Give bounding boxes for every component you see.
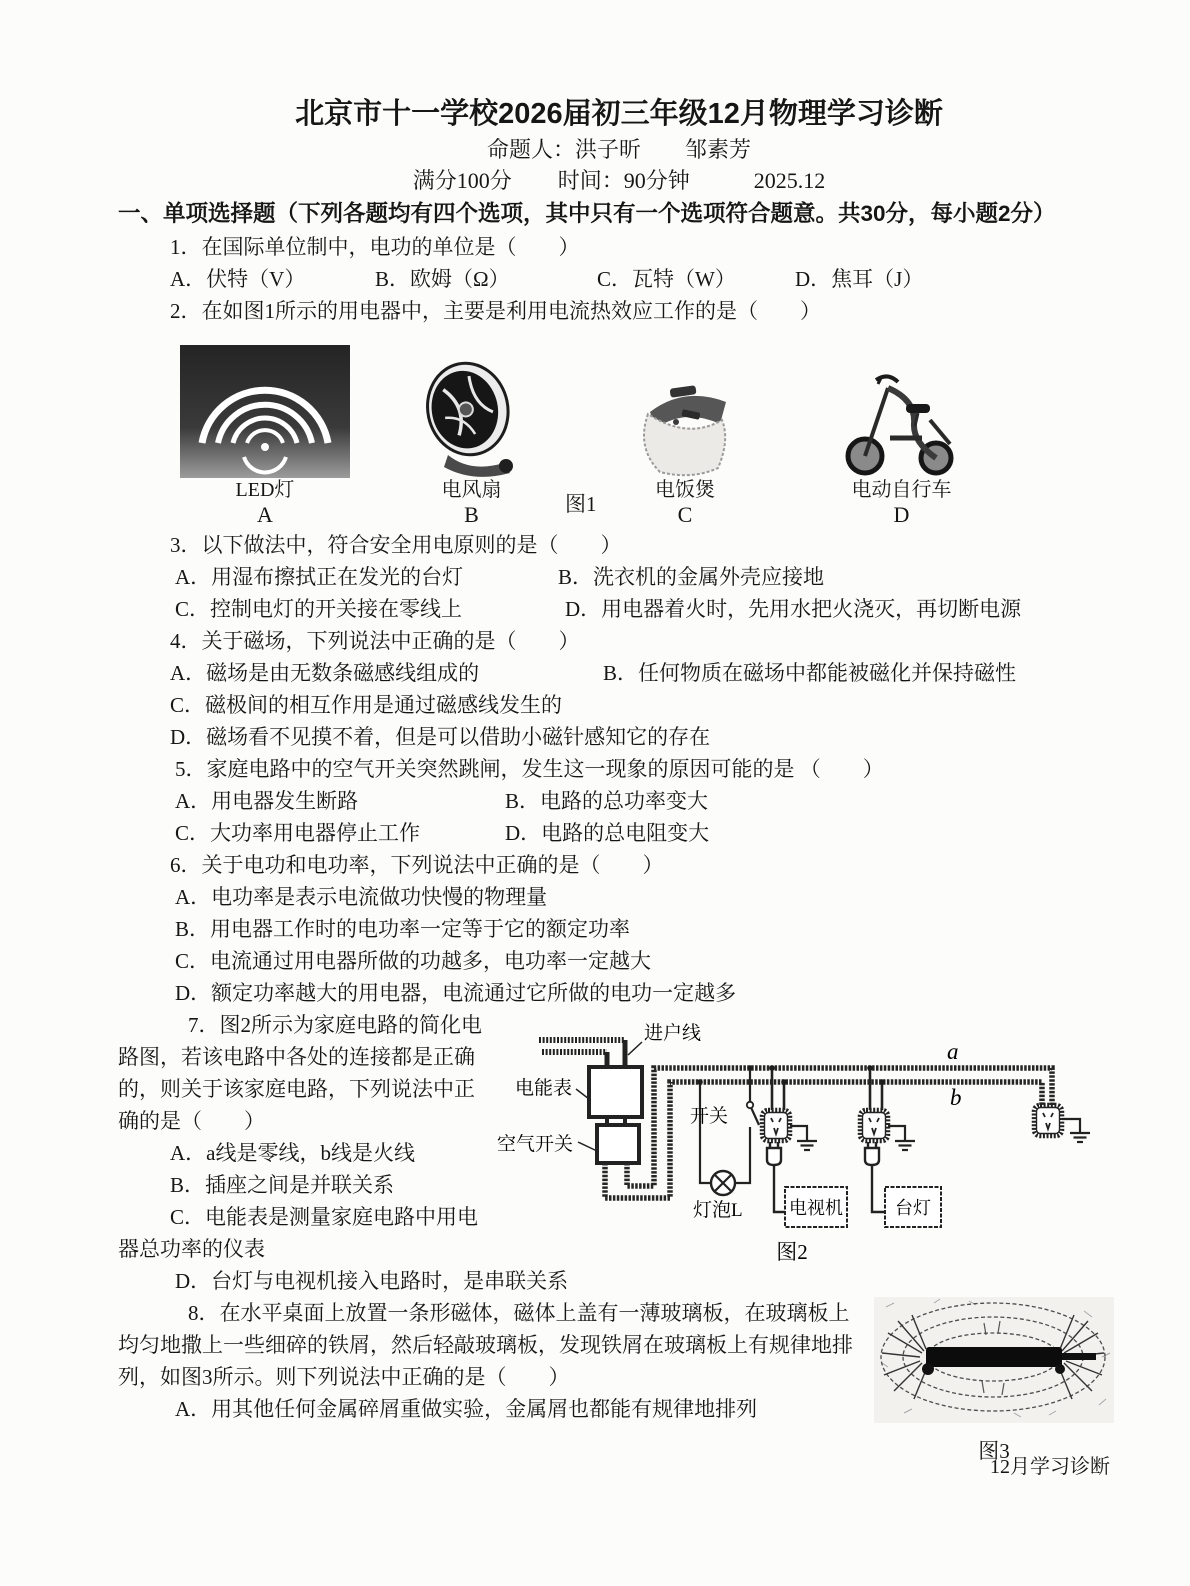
plug-2 — [865, 1142, 879, 1165]
desk-lamp-label: 台灯 — [895, 1198, 931, 1218]
page-title: 北京市十一学校2026届初三年级12月物理学习诊断 — [295, 98, 943, 130]
bus-wires — [605, 1068, 1052, 1198]
q5-option-b: B．电路的总功率变大 — [505, 789, 709, 813]
exam-date: 2025.12 — [753, 168, 826, 193]
q5-stem: 5．家庭电路中的空气开关突然跳闸，发生这一现象的原因可能的是 （ ） — [175, 757, 884, 781]
rice-cooker-image — [630, 345, 740, 478]
bulb-label: 灯泡L — [693, 1200, 743, 1221]
ground-symbol-3 — [1070, 1133, 1090, 1142]
q1-stem: 1．在国际单位制中，电功的单位是（ ） — [170, 235, 580, 259]
q5-options-row2 — [118, 817, 1120, 849]
q1-option-d: D．焦耳（J） — [795, 267, 924, 291]
q7-text-column — [118, 1009, 490, 1265]
q8-option-a: A．用其他任何金属碎屑重做实验，金属屑也都能有规律地排列 — [175, 1397, 758, 1421]
energy-meter-label: 电能表 — [515, 1078, 573, 1099]
q4-option-a: A．磁场是由无数条磁感线组成的 — [170, 661, 480, 685]
score-time-line — [118, 165, 1120, 196]
q5-option-c: C．大功率用电器停止工作 — [175, 821, 421, 845]
q1-option-c: C．瓦特（W） — [597, 267, 736, 291]
page-footer: 12月学习诊断 — [990, 1456, 1110, 1478]
option-letter-c: C — [677, 502, 693, 527]
q7-option-d: D．台灯与电视机接入电路时，是串联关系 — [175, 1269, 569, 1293]
q1-options — [118, 263, 1120, 295]
electric-bike-icon — [838, 360, 965, 478]
electric-fan-icon — [418, 355, 525, 478]
figure1-caption: 图1 — [565, 492, 597, 516]
wire-b-label: b — [950, 1085, 962, 1110]
figure1 — [118, 331, 1120, 529]
ground-symbol-2 — [895, 1141, 915, 1150]
q7-option-b: B．插座之间是并联关系 — [170, 1173, 395, 1197]
authors-line: 命题人：洪子昕 邹素芳 — [486, 137, 751, 162]
rice-cooker-label: 电饭煲 — [655, 479, 715, 501]
ground-symbol-1 — [797, 1141, 817, 1150]
q7-stem: 7．图2所示为家庭电路的简化电路图，若该电路中各处的连接都是正确的，则关于该家庭电路，下列说法中正确的是（ ） — [118, 1013, 482, 1133]
switch-label: 开关 — [690, 1106, 729, 1127]
figure1-item-cooker — [630, 345, 740, 528]
q4-options-row1 — [118, 657, 1120, 689]
section-note: （下列各题均有四个选项，其中只有一个选项符合题意。共30分，每小题2分） — [275, 201, 1056, 226]
option-letter-a: A — [257, 502, 273, 527]
q4-option-d: D．磁场看不见摸不着，但是可以借助小磁针感知它的存在 — [170, 725, 711, 749]
q3-options-row1 — [118, 561, 1120, 593]
bar-magnet — [926, 1347, 1062, 1367]
q4-option-b: B．任何物质在磁场中都能被磁化并保持磁性 — [603, 661, 1017, 685]
electric-fan-label: 电风扇 — [441, 479, 502, 501]
figure3 — [868, 1297, 1120, 1464]
q7-option-a: A．a线是零线，b线是火线 — [170, 1141, 415, 1165]
q6-option-c: C．电流通过用电器所做的功越多，电功率一定越大 — [175, 949, 652, 973]
section-label: 一、单项选择题 — [118, 201, 276, 226]
wall-socket-1 — [762, 1110, 790, 1141]
q3-stem: 3．以下做法中，符合安全用电原则的是（ ） — [170, 533, 622, 557]
full-score: 满分100分 — [412, 168, 512, 193]
option-letter-d: D — [893, 502, 910, 527]
q3-option-b: B．洗衣机的金属外壳应接地 — [558, 565, 825, 589]
electric-bike-label: 电动自行车 — [851, 479, 952, 501]
exam-time: 时间：90分钟 — [557, 168, 690, 193]
circuit-breaker-label: 空气开关 — [497, 1134, 574, 1155]
exam-content — [118, 94, 1120, 1464]
q6-option-d: D．额定功率越大的用电器，电流通过它所做的电功一定越多 — [175, 981, 737, 1005]
figure1-item-ebike — [838, 345, 965, 528]
switch-contact — [747, 1102, 753, 1108]
q6-option-a: A．电功率是表示电流做功快慢的物理量 — [175, 885, 548, 909]
tv-label: 电视机 — [789, 1198, 843, 1218]
q5-option-d: D．电路的总电阻变大 — [505, 821, 710, 845]
service-line-label: 进户线 — [644, 1023, 702, 1044]
q4-stem: 4．关于磁场，下列说法中正确的是（ ） — [170, 629, 580, 653]
q8-block — [118, 1297, 1120, 1464]
led-lamp-image — [180, 345, 350, 478]
led-lamp-icon — [180, 345, 350, 478]
q5-options-row1 — [118, 785, 1120, 817]
electric-fan-image — [418, 345, 525, 478]
electric-bike-image — [838, 345, 965, 478]
q1-option-a: A．伏特（V） — [170, 267, 306, 291]
service-entry-wires — [539, 1040, 625, 1052]
energy-meter-box — [589, 1067, 642, 1117]
q5-option-a: A．用电器发生断路 — [175, 789, 359, 813]
wire-a-label: a — [947, 1039, 959, 1064]
section-header — [118, 196, 1120, 231]
circuit-breaker-box — [597, 1125, 639, 1163]
wire-b — [605, 1082, 1042, 1198]
plug-1 — [767, 1142, 781, 1165]
q3-option-a: A．用湿布擦拭正在发光的台灯 — [175, 565, 464, 589]
q7-block — [118, 1009, 1120, 1265]
q1-option-b: B．欧姆（Ω） — [375, 267, 510, 291]
q3-options-row2 — [118, 593, 1120, 625]
q6-stem: 6．关于电功和电功率，下列说法中正确的是（ ） — [170, 853, 664, 877]
q8-stem: 8．在水平桌面上放置一条形磁体，磁体上盖有一薄玻璃板，在玻璃板上均匀地撒上一些细碎的铁屑，然后轻敲玻璃板，发现铁屑在玻璃板上有规律地排列，如图3所示。则下列说法中正确的是（ ） — [118, 1301, 853, 1389]
figure1-item-fan — [418, 345, 525, 528]
figure3-caption: 图3 — [978, 1439, 1010, 1463]
q2-stem: 2．在如图1所示的用电器中，主要是利用电流热效应工作的是（ ） — [170, 299, 821, 323]
q3-option-d: D．用电器着火时，先用水把火浇灭，再切断电源 — [565, 597, 1022, 621]
option-letter-b: B — [464, 502, 479, 527]
wall-socket-3 — [1034, 1105, 1062, 1136]
figure3-iron-filings-image — [874, 1297, 1114, 1423]
figure2-circuit-diagram — [492, 1015, 1097, 1263]
q7-option-c: C．电能表是测量家庭电路中用电器总功率的仪表 — [118, 1205, 479, 1261]
led-lamp-label: LED灯 — [235, 479, 295, 501]
figure2-caption: 图2 — [776, 1240, 808, 1263]
wire-a — [627, 1068, 1052, 1186]
wall-socket-2 — [860, 1110, 888, 1141]
q4-option-c: C．磁极间的相互作用是通过磁感线发生的 — [170, 693, 563, 717]
rice-cooker-icon — [630, 382, 740, 478]
q6-option-b: B．用电器工作时的电功率一定等于它的额定功率 — [175, 917, 631, 941]
q3-option-c: C．控制电灯的开关接在零线上 — [175, 597, 463, 621]
figure1-item-led — [180, 345, 350, 528]
